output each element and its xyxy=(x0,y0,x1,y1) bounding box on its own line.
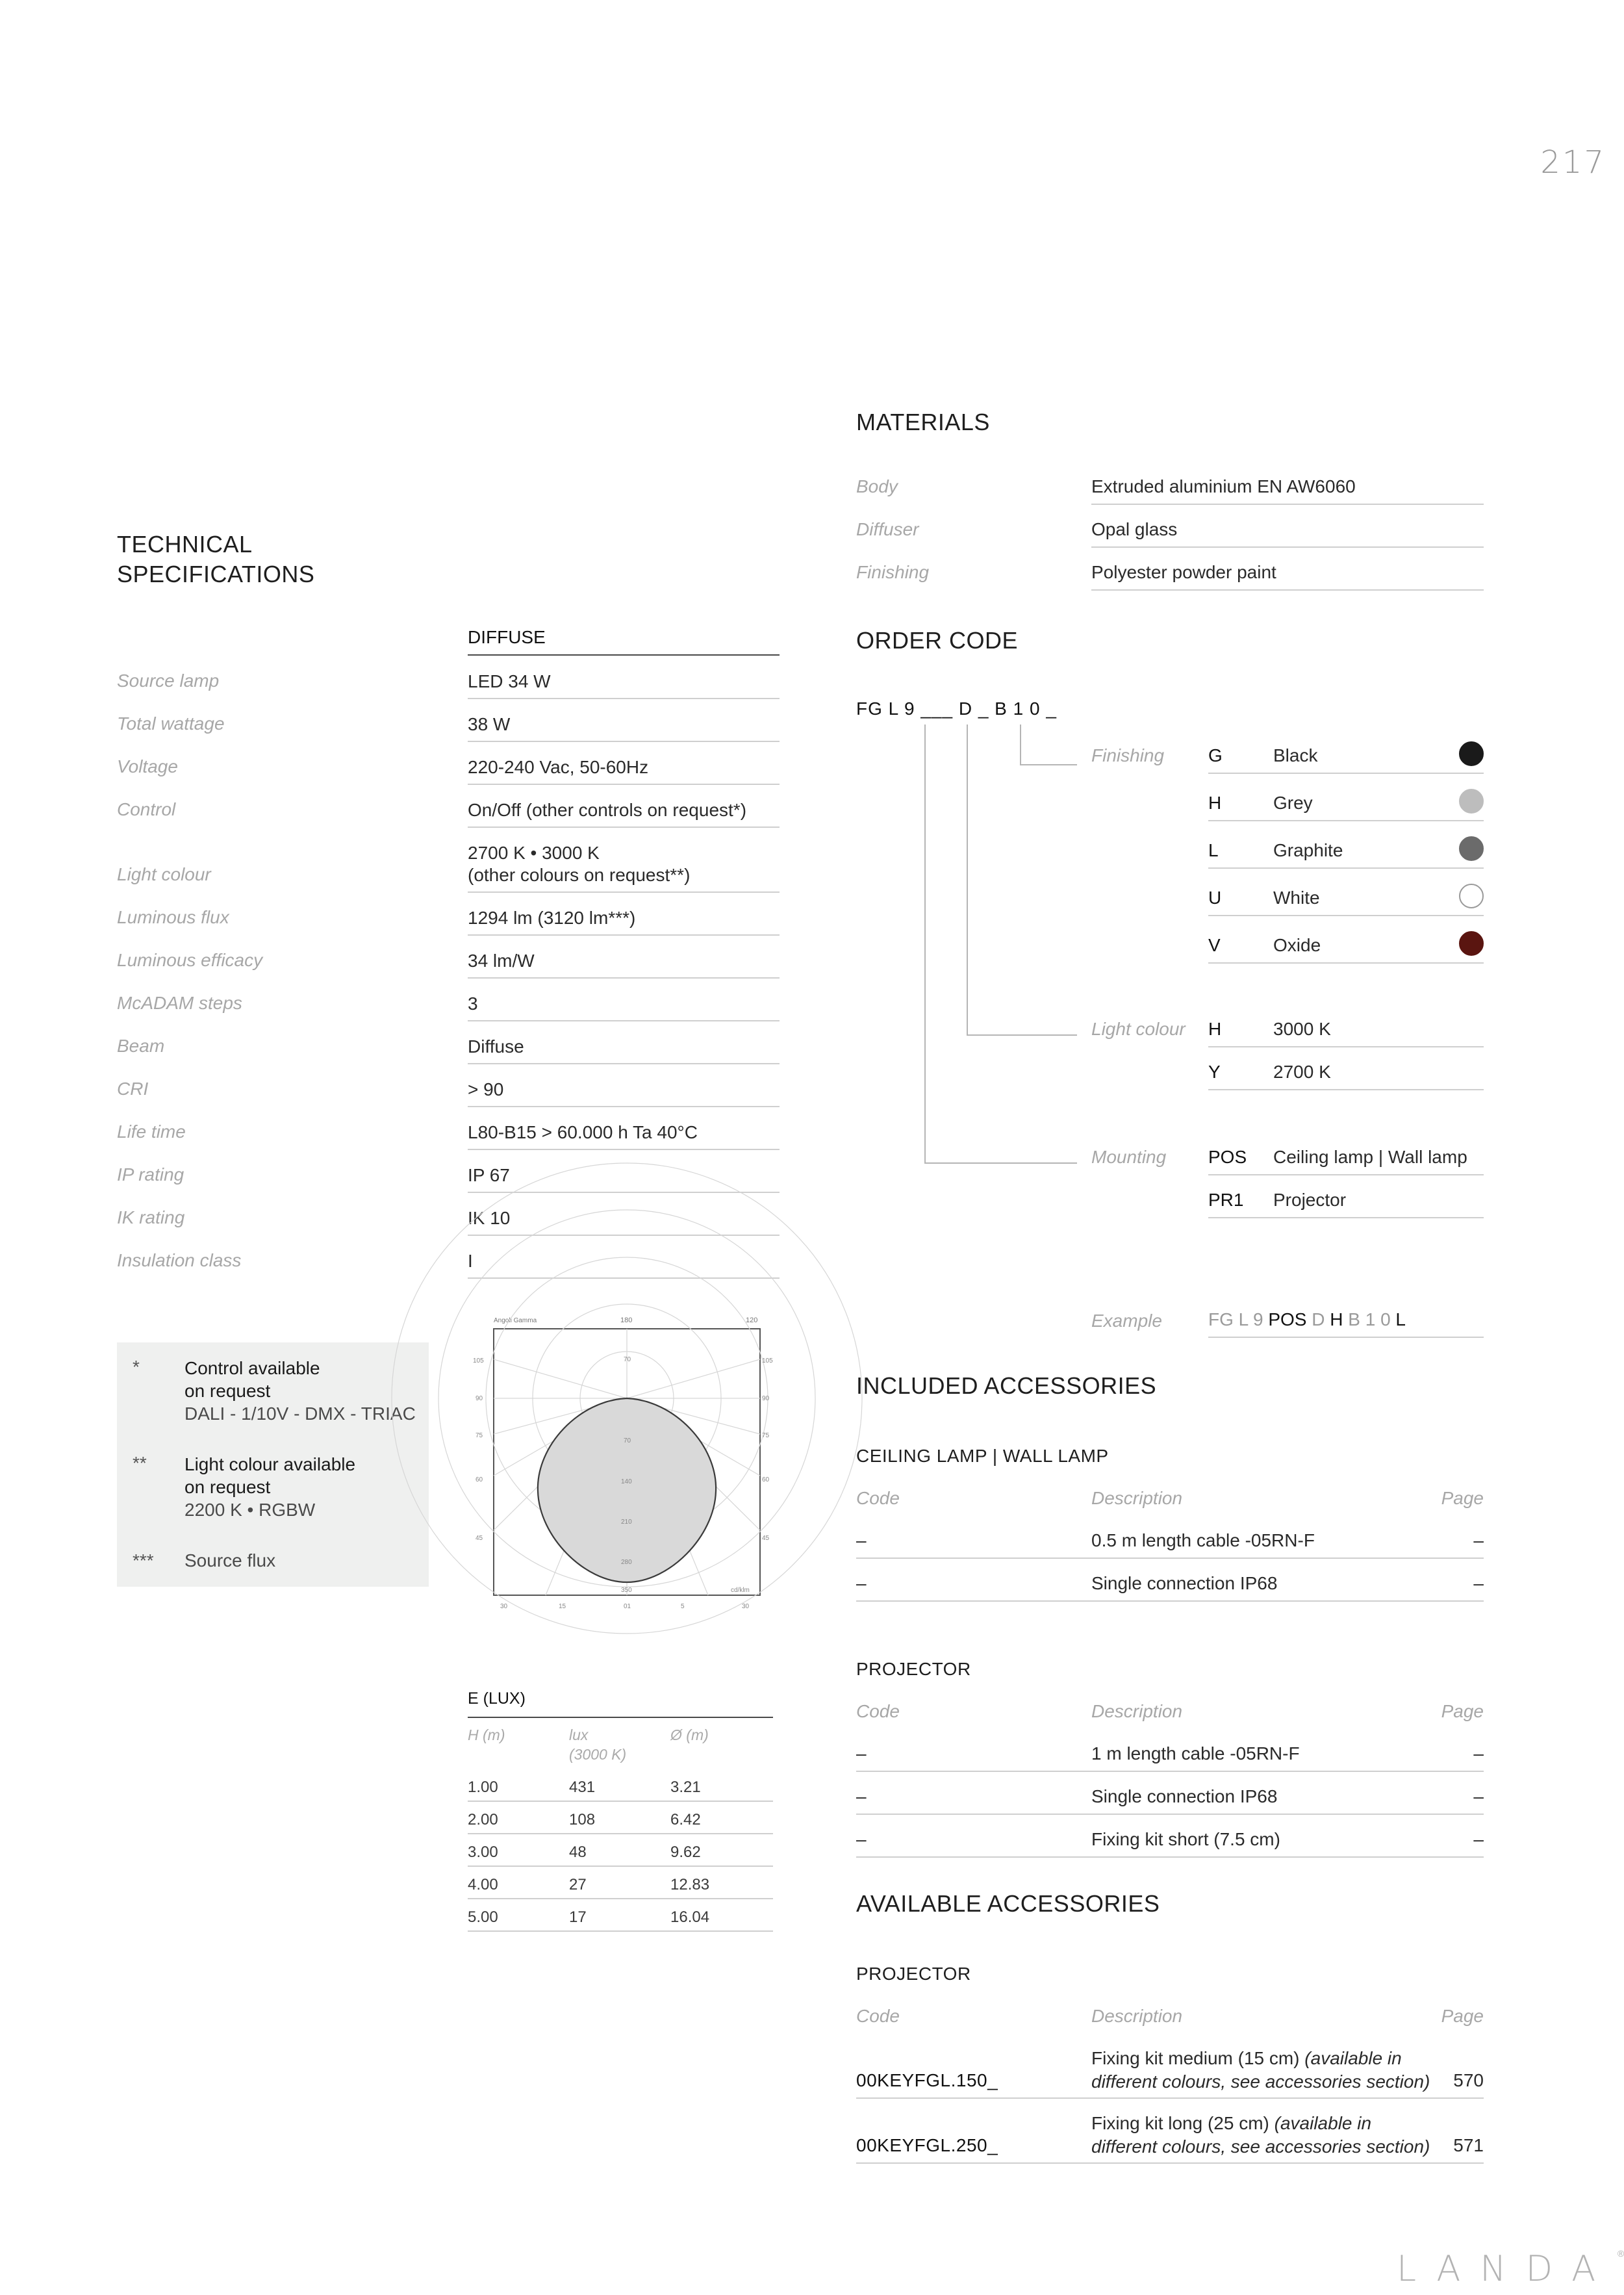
accessory-description: Single connection IP68 xyxy=(1091,1786,1278,1806)
accessory-code: – xyxy=(856,1743,867,1763)
polar-left-tick-4: 60 xyxy=(476,1476,483,1483)
included-group-1-col-desc: Description xyxy=(1091,1488,1183,1508)
example-part-e: B 1 0 xyxy=(1343,1309,1396,1329)
polar-center-tick-3: 140 xyxy=(621,1478,632,1485)
accessory-page: – xyxy=(1473,1530,1484,1550)
accessory-page: – xyxy=(1473,1743,1484,1763)
light-colour-label: Light colour xyxy=(1091,1019,1186,1039)
order-option-code: POS xyxy=(1208,1147,1247,1167)
example-part-f: L xyxy=(1395,1309,1406,1329)
spec-value-cell xyxy=(468,842,780,893)
spec-value: I xyxy=(468,1251,473,1271)
lux-cell: 3.00 xyxy=(468,1843,498,1861)
lux-cell: 16.04 xyxy=(670,1908,710,1926)
polar-center-tick-2: 70 xyxy=(624,1437,631,1444)
accessory-code: – xyxy=(856,1530,867,1550)
note-1-line2: on request xyxy=(184,1381,271,1401)
available-desc-tail: accessories section) xyxy=(1265,2136,1430,2157)
spec-value: IK 10 xyxy=(468,1208,511,1228)
polar-center-tick-4: 210 xyxy=(621,1519,632,1526)
note-1-mark: * xyxy=(133,1357,140,1377)
polar-right-tick-2: 90 xyxy=(762,1395,770,1402)
order-option-name: White xyxy=(1273,888,1320,908)
included-group-2-col-desc: Description xyxy=(1091,1701,1183,1721)
spec-value: On/Off (other controls on request*) xyxy=(468,800,747,820)
spec-value-cell xyxy=(468,907,780,936)
example-part-a: FG L 9 xyxy=(1208,1309,1269,1329)
polar-top-tick-2: 120 xyxy=(746,1316,758,1324)
available-description xyxy=(1091,2112,1442,2159)
polar-right-tick-5: 45 xyxy=(762,1535,770,1542)
page-number: 217 xyxy=(1540,144,1606,181)
available-desc-italic: (available in xyxy=(1304,2048,1402,2068)
order-option-row xyxy=(1208,840,1484,869)
polar-right-tick-4: 60 xyxy=(762,1476,770,1483)
colour-swatch-icon xyxy=(1459,741,1484,766)
polar-bottom-tick-3: 01 xyxy=(624,1603,631,1610)
order-connector-light-v xyxy=(967,724,968,1035)
lux-cell: 1.00 xyxy=(468,1778,498,1796)
order-option-row xyxy=(1208,793,1484,821)
spec-value: Diffuse xyxy=(468,1036,524,1057)
included-group-2-subtitle: PROJECTOR xyxy=(856,1659,971,1679)
accessory-description: 1 m length cable -05RN-F xyxy=(1091,1743,1300,1763)
brand-wordmark: LANDA xyxy=(1397,2248,1616,2289)
available-desc-line1 xyxy=(1091,2047,1442,2070)
lux-cell: 2.00 xyxy=(468,1811,498,1828)
colour-swatch-icon xyxy=(1459,931,1484,956)
lux-cell: 27 xyxy=(569,1876,587,1893)
order-connector-mounting-v xyxy=(924,724,926,1163)
spec-label: CRI xyxy=(117,1079,149,1099)
accessory-description: Single connection IP68 xyxy=(1091,1573,1278,1593)
spec-label: Luminous flux xyxy=(117,907,229,927)
available-desc-tail: accessories section) xyxy=(1265,2071,1430,2092)
polar-center-tick-1: 70 xyxy=(624,1356,631,1363)
polar-left-tick-3: 75 xyxy=(476,1432,483,1439)
spec-label: Total wattage xyxy=(117,713,225,734)
colour-swatch-icon xyxy=(1459,884,1484,908)
lux-row xyxy=(468,1841,773,1867)
lux-table-title xyxy=(468,1689,773,1718)
order-option-name: 2700 K xyxy=(1273,1062,1331,1082)
spec-value-cell xyxy=(468,1250,780,1279)
spec-value-cell xyxy=(468,713,780,742)
spec-value-cell xyxy=(468,1122,780,1150)
material-label: Finishing xyxy=(856,562,930,582)
spec-value: 34 lm/W xyxy=(468,951,535,971)
spec-value: 2700 K • 3000 K xyxy=(468,843,600,863)
available-desc-italic2: different colours, see xyxy=(1091,2071,1265,2092)
polar-left-tick-5: 45 xyxy=(476,1535,483,1542)
order-option-code: Y xyxy=(1208,1062,1221,1082)
material-value: Opal glass xyxy=(1091,519,1484,548)
spec-value-cell xyxy=(468,950,780,979)
available-desc-line2 xyxy=(1091,2135,1442,2159)
polar-bottom-tick-1: 30 xyxy=(500,1603,508,1610)
order-option-code: PR1 xyxy=(1208,1190,1244,1210)
lux-row xyxy=(468,1873,773,1899)
available-desc-line2 xyxy=(1091,2070,1442,2094)
accessory-page: – xyxy=(1473,1573,1484,1593)
spec-label: Insulation class xyxy=(117,1250,242,1270)
included-group-2-col-code: Code xyxy=(856,1701,900,1721)
spec-value: 1294 lm (3120 lm***) xyxy=(468,908,636,928)
polar-photometric-diagram xyxy=(468,1309,773,1621)
available-desc-italic: (available in xyxy=(1274,2113,1372,2133)
spec-value-cell xyxy=(468,799,780,828)
accessory-code: – xyxy=(856,1786,867,1806)
order-option-name: Grey xyxy=(1273,793,1313,813)
accessory-description: 0.5 m length cable -05RN-F xyxy=(1091,1530,1315,1550)
tech-column-header-label: DIFFUSE xyxy=(468,627,546,647)
order-option-code: H xyxy=(1208,1019,1222,1039)
order-option-name: Oxide xyxy=(1273,935,1321,955)
spec-value-cell xyxy=(468,1207,780,1236)
included-group-1-col-page: Page xyxy=(1441,1488,1484,1508)
spec-label: Control xyxy=(117,799,176,819)
spec-value-cell xyxy=(468,1036,780,1064)
note-1-line1: Control available xyxy=(184,1358,320,1378)
accessory-code: – xyxy=(856,1829,867,1849)
lux-col-lux: lux xyxy=(569,1726,589,1743)
available-subtitle: PROJECTOR xyxy=(856,1964,971,1984)
lux-cell: 17 xyxy=(569,1908,587,1926)
spec-value: 3 xyxy=(468,994,478,1014)
polar-top-tick-1: 180 xyxy=(620,1316,633,1324)
order-connector-light-h xyxy=(967,1034,1077,1036)
polar-left-tick-2: 90 xyxy=(476,1395,483,1402)
available-page: 571 xyxy=(1453,2135,1484,2155)
spec-value-cell xyxy=(468,756,780,785)
polar-unit: cd/klm xyxy=(731,1587,750,1594)
polar-center-tick-6: 350 xyxy=(621,1587,632,1594)
available-accessories-title: AVAILABLE ACCESSORIES xyxy=(856,1890,1160,1917)
polar-right-tick-3: 75 xyxy=(762,1432,770,1439)
order-option-code: G xyxy=(1208,745,1223,765)
note-3-line1: Source flux xyxy=(184,1550,276,1571)
colour-swatch-icon xyxy=(1459,789,1484,814)
example-label: Example xyxy=(1091,1311,1162,1331)
note-2-line2: on request xyxy=(184,1477,271,1497)
available-code: 00KEYFGL.250_ xyxy=(856,2135,998,2155)
available-desc-main: Fixing kit medium (15 cm) xyxy=(1091,2048,1305,2068)
lux-cell: 4.00 xyxy=(468,1876,498,1893)
accessory-description: Fixing kit short (7.5 cm) xyxy=(1091,1829,1280,1849)
example-code xyxy=(1208,1309,1484,1338)
included-group-1-subtitle: CEILING LAMP | WALL LAMP xyxy=(856,1446,1109,1466)
included-group-1-col-code: Code xyxy=(856,1488,900,1508)
accessory-page: – xyxy=(1473,1829,1484,1849)
order-option-row xyxy=(1208,1147,1484,1175)
order-option-row xyxy=(1208,1190,1484,1218)
example-part-c: D xyxy=(1306,1309,1330,1329)
order-option-code: U xyxy=(1208,888,1222,908)
material-value: Extruded aluminium EN AW6060 xyxy=(1091,476,1484,505)
order-option-code: V xyxy=(1208,935,1221,955)
order-option-row xyxy=(1208,745,1484,774)
accessory-page: – xyxy=(1473,1786,1484,1806)
available-desc-italic2: different colours, see xyxy=(1091,2136,1265,2157)
order-option-row xyxy=(1208,935,1484,964)
spec-value: L80-B15 > 60.000 h Ta 40°C xyxy=(468,1122,698,1142)
spec-label: Beam xyxy=(117,1036,165,1056)
tech-column-header xyxy=(468,627,780,656)
lux-row xyxy=(468,1808,773,1834)
spec-value: 38 W xyxy=(468,714,511,734)
lux-cell: 5.00 xyxy=(468,1908,498,1926)
spec-value: IP 67 xyxy=(468,1165,510,1185)
example-part-d: H xyxy=(1330,1309,1343,1329)
tech-spec-title xyxy=(117,530,314,589)
available-desc-line1 xyxy=(1091,2112,1442,2135)
available-code: 00KEYFGL.150_ xyxy=(856,2070,998,2090)
polar-bottom-tick-4: 5 xyxy=(681,1603,685,1610)
colour-swatch-icon xyxy=(1459,836,1484,861)
spec-value-cell xyxy=(468,671,780,699)
available-col-desc: Description xyxy=(1091,2006,1183,2026)
order-connector-finishing-h xyxy=(1020,764,1077,765)
material-label: Body xyxy=(856,476,898,496)
spec-label: IP rating xyxy=(117,1164,184,1185)
polar-top-label: Angoli Gamma xyxy=(494,1317,537,1324)
order-option-row xyxy=(1208,1062,1484,1090)
lux-col-h: H (m) xyxy=(468,1726,505,1743)
note-2-line1: Light colour available xyxy=(184,1454,356,1474)
order-option-code: H xyxy=(1208,793,1222,813)
spec-value: 220-240 Vac, 50-60Hz xyxy=(468,757,649,777)
lux-cell: 48 xyxy=(569,1843,587,1861)
example-part-b: POS xyxy=(1268,1309,1307,1329)
polar-left-tick-1: 105 xyxy=(473,1357,484,1365)
order-option-name: Projector xyxy=(1273,1190,1347,1210)
polar-center-tick-5: 280 xyxy=(621,1559,632,1566)
polar-bottom-tick-5: 30 xyxy=(742,1603,750,1610)
brand-logo xyxy=(1397,2248,1624,2289)
note-2-line3: 2200 K • RGBW xyxy=(184,1500,316,1520)
lux-cell: 431 xyxy=(569,1778,596,1796)
lux-row xyxy=(468,1776,773,1802)
available-col-page: Page xyxy=(1441,2006,1484,2026)
material-label: Diffuser xyxy=(856,519,919,539)
spec-label: Life time xyxy=(117,1122,186,1142)
finishing-label: Finishing xyxy=(1091,745,1165,765)
spec-label: McADAM steps xyxy=(117,993,242,1013)
lux-cell: 12.83 xyxy=(670,1876,710,1893)
lux-col-lux-sub: (3000 K) xyxy=(569,1746,627,1763)
mounting-label: Mounting xyxy=(1091,1147,1167,1167)
lux-row xyxy=(468,1906,773,1932)
order-code-title: ORDER CODE xyxy=(856,627,1019,654)
order-connector-finishing-v xyxy=(1020,724,1021,765)
polar-bottom-tick-2: 15 xyxy=(559,1603,566,1610)
tech-spec-title-line1: TECHNICAL xyxy=(117,531,253,558)
order-option-code: L xyxy=(1208,840,1219,860)
order-option-row xyxy=(1208,1019,1484,1047)
spec-value: > 90 xyxy=(468,1079,504,1099)
note-3-mark: *** xyxy=(133,1550,154,1571)
lux-cell: 108 xyxy=(569,1811,596,1828)
order-option-name: Ceiling lamp | Wall lamp xyxy=(1273,1147,1467,1167)
order-option-name: Graphite xyxy=(1273,840,1343,860)
lux-table-title-label: E (LUX) xyxy=(468,1689,526,1708)
note-2-mark: ** xyxy=(133,1453,147,1473)
spec-label: Luminous efficacy xyxy=(117,950,263,970)
spec-value-cell xyxy=(468,1079,780,1107)
spec-label: Voltage xyxy=(117,756,178,776)
lux-cell: 3.21 xyxy=(670,1778,701,1796)
lux-cell: 6.42 xyxy=(670,1811,701,1828)
order-code-pattern: FG L 9 ___ D _ B 1 0 _ xyxy=(856,699,1057,719)
available-col-code: Code xyxy=(856,2006,900,2026)
material-value: Polyester powder paint xyxy=(1091,562,1484,591)
available-desc-main: Fixing kit long (25 cm) xyxy=(1091,2113,1275,2133)
spec-value-line2: (other colours on request**) xyxy=(468,865,691,885)
spec-value: LED 34 W xyxy=(468,671,551,691)
order-option-name: 3000 K xyxy=(1273,1019,1331,1039)
polar-right-tick-1: 105 xyxy=(762,1357,773,1365)
spec-label: Source lamp xyxy=(117,671,220,691)
registered-mark: ® xyxy=(1617,2248,1624,2259)
spec-label: Light colour xyxy=(117,864,211,884)
materials-title: MATERIALS xyxy=(856,409,990,435)
included-accessories-title: INCLUDED ACCESSORIES xyxy=(856,1372,1157,1399)
notes-box xyxy=(117,1342,429,1587)
order-connector-mounting-h xyxy=(924,1162,1077,1164)
tech-spec-title-line2: SPECIFICATIONS xyxy=(117,561,315,587)
spec-label: IK rating xyxy=(117,1207,185,1227)
note-1-line3: DALI - 1/10V - DMX - TRIAC xyxy=(184,1404,416,1424)
order-option-row xyxy=(1208,888,1484,916)
included-group-2-col-page: Page xyxy=(1441,1701,1484,1721)
lux-cell: 9.62 xyxy=(670,1843,701,1861)
available-page: 570 xyxy=(1453,2070,1484,2090)
accessory-code: – xyxy=(856,1573,867,1593)
order-option-name: Black xyxy=(1273,745,1318,765)
lux-col-diam: Ø (m) xyxy=(670,1726,709,1743)
spec-value-cell xyxy=(468,993,780,1021)
available-description xyxy=(1091,2047,1442,2094)
